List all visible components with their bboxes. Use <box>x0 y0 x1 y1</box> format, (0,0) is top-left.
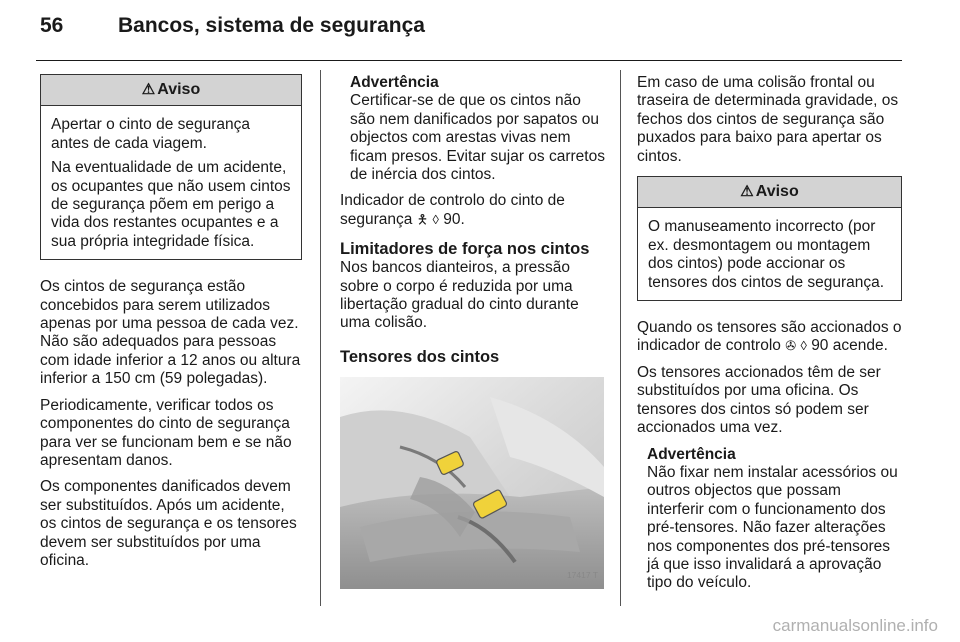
column-divider-2 <box>620 70 621 606</box>
paragraph: Em caso de uma colisão frontal ou traseira de determinada gravidade, os fechos dos cintos de segurança são puxados para baixo para apertar os cintos. <box>637 74 899 165</box>
warning-box-body <box>638 208 901 300</box>
paragraph <box>637 319 902 356</box>
warning-triangle-icon: ⚠ <box>141 81 156 98</box>
page-reference-icon: ◊ <box>800 338 807 354</box>
page-header <box>40 14 425 38</box>
indicator-text: Quando os tensores são accionados o indicador de controlo <box>637 319 902 355</box>
advertencia-block <box>637 446 902 593</box>
paragraph: Os cintos de segurança estão concebidos para serem utilizados apenas por uma pessoa de cada vez. Não são adequados para pessoas com idade inferior a 12 anos ou altura inferior a 150 cm (59 polegadas). <box>40 278 301 388</box>
paragraph: Os tensores accionados têm de ser substituídos por uma oficina. Os tensores dos cintos só podem ser accionados uma vez. <box>637 363 881 437</box>
paragraph: Os componentes danificados devem ser substituídos. Após um acidente, os cintos de segurança e os tensores devem ser substituídos por uma oficina. <box>40 478 297 569</box>
warning-box-header <box>638 177 901 208</box>
warning-triangle-icon: ⚠ <box>740 183 754 201</box>
warning-box-body <box>41 106 301 259</box>
advertencia-title: Advertência <box>647 445 736 463</box>
seatbelt-tensioner-illustration <box>340 377 604 589</box>
page-reference-icon: ◊ <box>432 211 439 227</box>
image-code: 17417 T <box>566 570 598 581</box>
column-3 <box>637 74 902 601</box>
column-divider-1 <box>320 70 321 606</box>
section-heading: Limitadores de força nos cintos <box>340 240 590 259</box>
warning-text: Na eventualidade de um acidente, os ocupantes que não usem cintos de segurança põem em perigo a vida dos restantes ocupantes e a sua própria integridade física. <box>51 159 291 250</box>
section-heading: Tensores dos cintos <box>340 347 500 366</box>
airbag-indicator-icon: ✇ <box>785 338 797 354</box>
column-1 <box>40 74 302 578</box>
warning-box-1 <box>40 74 302 260</box>
advertencia-block <box>340 74 605 184</box>
indicator-text: Indicador de controlo do cinto de segurança <box>340 192 565 228</box>
page-ref-number: 90. <box>443 210 465 228</box>
page-number: 56 <box>40 14 64 37</box>
warning-title: Aviso <box>157 81 201 98</box>
warning-text: O manuseamento incorrecto (por ex. desmontagem ou montagem dos cintos) pode accionar os tensores dos cintos de segurança. <box>648 218 885 291</box>
warning-box-header <box>41 75 301 106</box>
page-ref-number: 90 <box>811 337 829 355</box>
warning-title: Aviso <box>755 183 799 201</box>
seatbelt-indicator-icon: 🯅 <box>416 211 429 227</box>
indicator-text-end: acende. <box>832 337 888 355</box>
warning-text: Apertar o cinto de segurança antes de cada viagem. <box>51 116 251 152</box>
page-title: Bancos, sistema de segurança <box>118 14 425 37</box>
column-2 <box>340 74 605 589</box>
advertencia-text: Não fixar nem instalar acessórios ou outros objectos que possam interferir com o funcionamento dos pré-tensores. Não fazer alterações nos componentes dos pré-tensores já que isso invalidará a aprovação tipo do veículo. <box>647 463 898 592</box>
advertencia-text: Certificar-se de que os cintos não são nem danificados por sapatos ou objectos com arestas vivas nem ficam presos. Evitar sujar os carretos de inércia dos cintos. <box>350 92 605 184</box>
warning-box-2 <box>637 176 902 301</box>
illustration-drawing <box>340 377 604 589</box>
paragraph: Nos bancos dianteiros, a pressão sobre o corpo é reduzida por uma libertação gradual do cinto durante uma colisão. <box>340 259 579 332</box>
header-rule <box>36 60 902 61</box>
paragraph: Periodicamente, verificar todos os componentes do cinto de segurança para ver se funcionam bem e se não apresentam danos. <box>40 396 292 469</box>
advertencia-title: Advertência <box>350 74 439 91</box>
paragraph <box>340 192 605 229</box>
watermark: carmanualsonline.info <box>772 616 938 635</box>
